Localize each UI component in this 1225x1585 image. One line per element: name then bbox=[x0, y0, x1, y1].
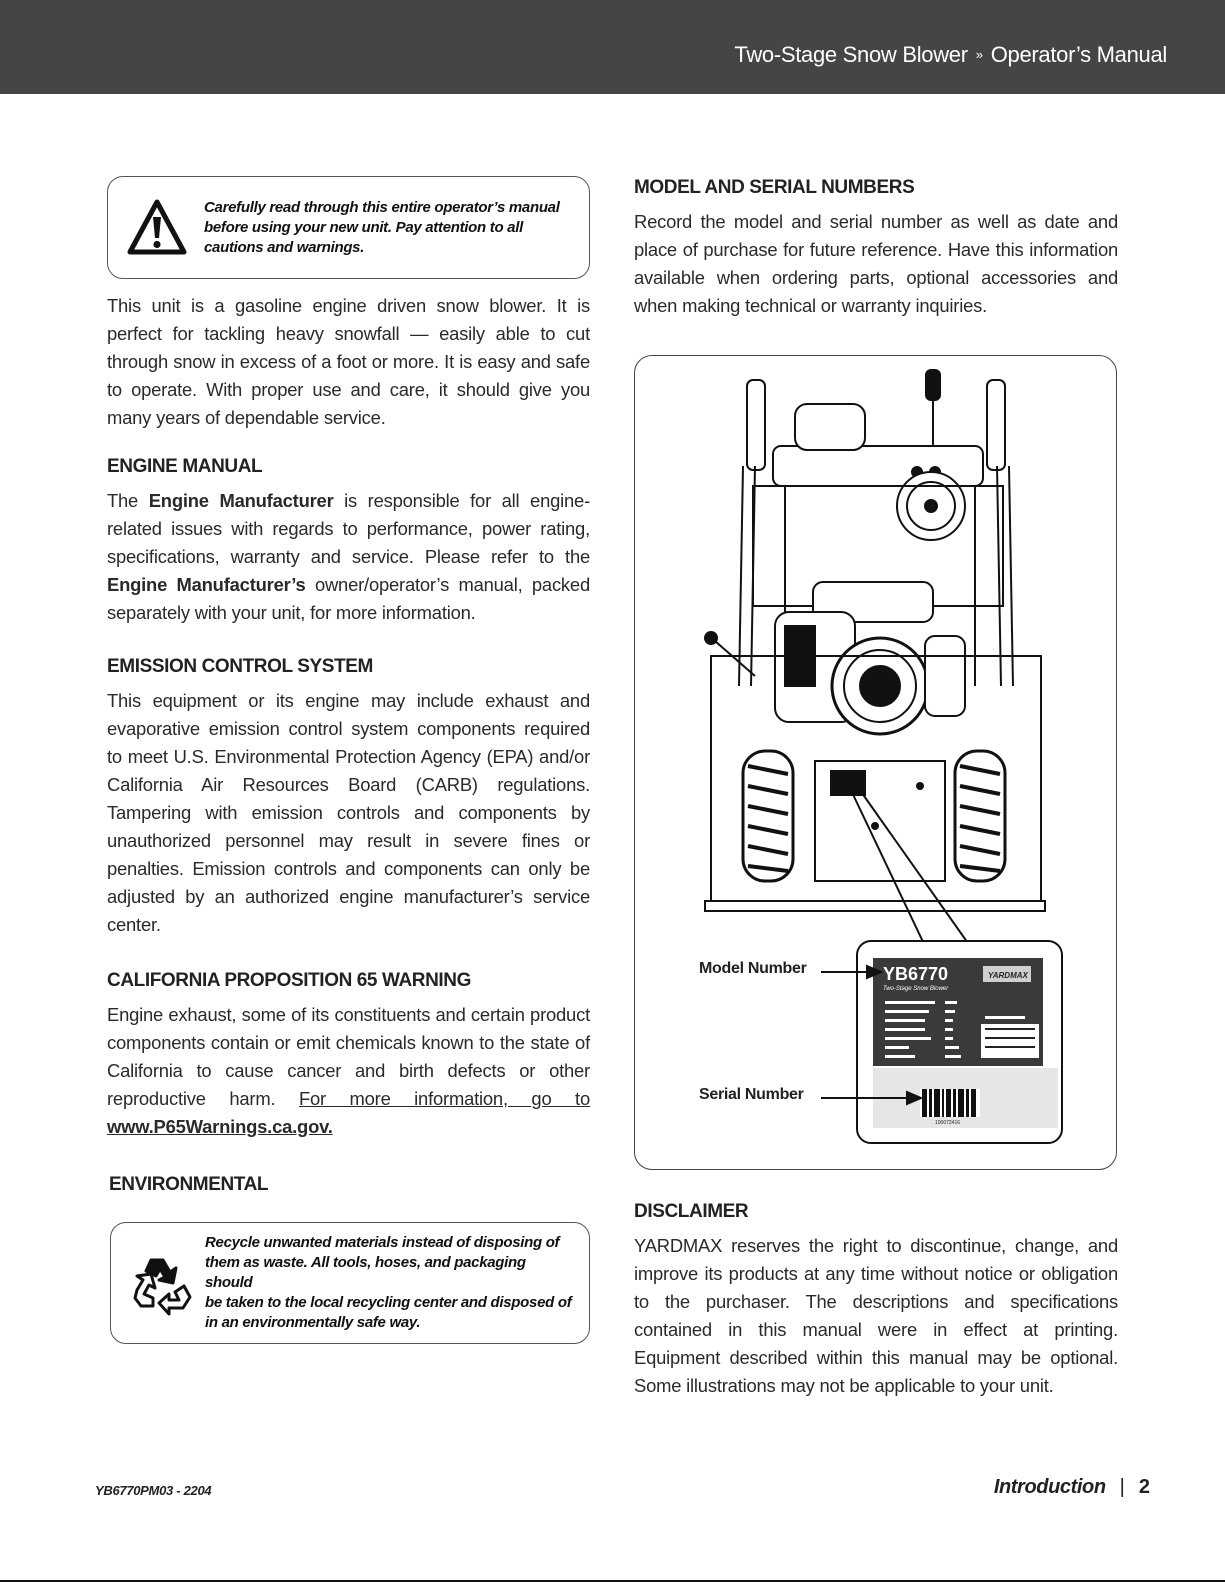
header-manual: Operator’s Manual bbox=[990, 42, 1167, 67]
page-number: 2 bbox=[1138, 1476, 1150, 1498]
page-footer bbox=[994, 1476, 1150, 1499]
recycle-icon bbox=[129, 1250, 195, 1316]
label-model-subtitle: Two-Stage Snow Blower bbox=[883, 986, 949, 992]
prop65-link-url[interactable]: www.P65Warnings.ca.gov. bbox=[107, 1116, 333, 1137]
model-serial-heading: MODEL AND SERIAL NUMBERS bbox=[634, 177, 915, 198]
bottom-rule bbox=[0, 1580, 1225, 1582]
prop65-heading: CALIFORNIA PROPOSITION 65 WARNING bbox=[107, 970, 472, 991]
prop65-text: Engine exhaust, some of its constituents and certain product components contain or emit chemicals known to the state of California to cause cancer and birth defects or other reproductive harm. bbox=[107, 1004, 590, 1109]
header-product: Two-Stage Snow Blower bbox=[734, 42, 968, 67]
warning-triangle-icon bbox=[126, 197, 188, 259]
engine-manufacturer-bold: Engine Manufacturer’s bbox=[107, 574, 306, 595]
snow-blower-figure bbox=[634, 355, 1117, 1170]
environmental-line: them as waste. All tools, hoses, and packaging should bbox=[205, 1254, 526, 1291]
header-title bbox=[734, 42, 1167, 68]
intro-paragraph: This unit is a gasoline engine driven snow blower. It is perfect for tackling heavy snowfall — easily able to cut through snow in excess of a foot or more. It is easy and safe to operate. With proper use and care, it should give you many years of dependable service. bbox=[107, 295, 590, 428]
right-column-top bbox=[634, 176, 1118, 320]
disclaimer-paragraph: YARDMAX reserves the right to discontinue, change, and improve its products at any time without notice or obligation to the purchaser. The descriptions and specifications contained in this manual were in effect at printing. Equipment described within this manual may be optional. Some illustrations may not be applicable to your unit. bbox=[634, 1235, 1118, 1396]
prop65-link-text[interactable]: For more information, go to bbox=[298, 1088, 590, 1109]
left-column bbox=[107, 176, 590, 1344]
page-header bbox=[0, 0, 1225, 94]
engine-manufacturer-bold: Engine Manufacturer bbox=[148, 490, 334, 511]
label-brand-text: YARDMAX bbox=[988, 971, 1028, 980]
header-separator: » bbox=[975, 47, 983, 62]
engine-text: is responsible for all engine-related issues with regards to performance, power rating, specifications, warranty and service. Please refer to the bbox=[107, 490, 590, 567]
prop65-paragraph bbox=[107, 1001, 590, 1141]
label-serial-value: 100072416 bbox=[935, 1120, 961, 1126]
doc-code: YB6770PM03 - 2204 bbox=[95, 1483, 212, 1498]
snow-blower-illustration bbox=[635, 356, 1115, 1168]
engine-manual-paragraph bbox=[107, 487, 590, 627]
footer-section: Introduction bbox=[993, 1476, 1106, 1498]
warning-text bbox=[204, 198, 560, 258]
model-number-label: Model Number bbox=[699, 960, 807, 977]
environmental-line: be taken to the local recycling center and disposed of bbox=[205, 1294, 572, 1311]
environmental-text bbox=[205, 1233, 575, 1333]
warning-line: cautions and warnings. bbox=[204, 238, 365, 256]
environmental-line: in an environmentally safe way. bbox=[205, 1314, 421, 1331]
engine-text: owner/operator’s manual, packed separately with your unit, for more information. bbox=[107, 574, 590, 623]
warning-callout bbox=[107, 176, 590, 279]
disclaimer-heading: DISCLAIMER bbox=[634, 1201, 749, 1222]
serial-number-label: Serial Number bbox=[699, 1086, 804, 1103]
model-serial-paragraph: Record the model and serial number as well as date and place of purchase for future reference. Have this information available when ordering parts, optional accessories and when making technical or warranty inquiries. bbox=[634, 211, 1118, 316]
environmental-callout bbox=[110, 1222, 590, 1344]
footer-divider: | bbox=[1119, 1476, 1125, 1498]
emission-paragraph: This equipment or its engine may include exhaust and evaporative emission control system components required to meet U.S. Environmental Protection Agency (EPA) and/or California Air Resources Board (CARB) regulations. Tampering with emission controls and components by unauthorized personnel may result in severe fines or penalties. Emission controls and components can only be adjusted by an authorized engine manufacturer’s service center. bbox=[107, 690, 590, 935]
engine-text: The bbox=[107, 490, 149, 511]
emission-heading: EMISSION CONTROL SYSTEM bbox=[107, 656, 373, 677]
disclaimer-section bbox=[634, 1200, 1118, 1400]
engine-manual-heading: ENGINE MANUAL bbox=[107, 456, 263, 477]
label-model-text: YB6770 bbox=[883, 964, 949, 984]
warning-line: before using your new unit. Pay attention to all bbox=[204, 218, 523, 236]
environmental-heading: ENVIRONMENTAL bbox=[109, 1174, 269, 1195]
warning-line: Carefully read through this entire operator’s manual bbox=[204, 198, 560, 216]
environmental-line: Recycle unwanted materials instead of disposing of bbox=[205, 1234, 560, 1251]
